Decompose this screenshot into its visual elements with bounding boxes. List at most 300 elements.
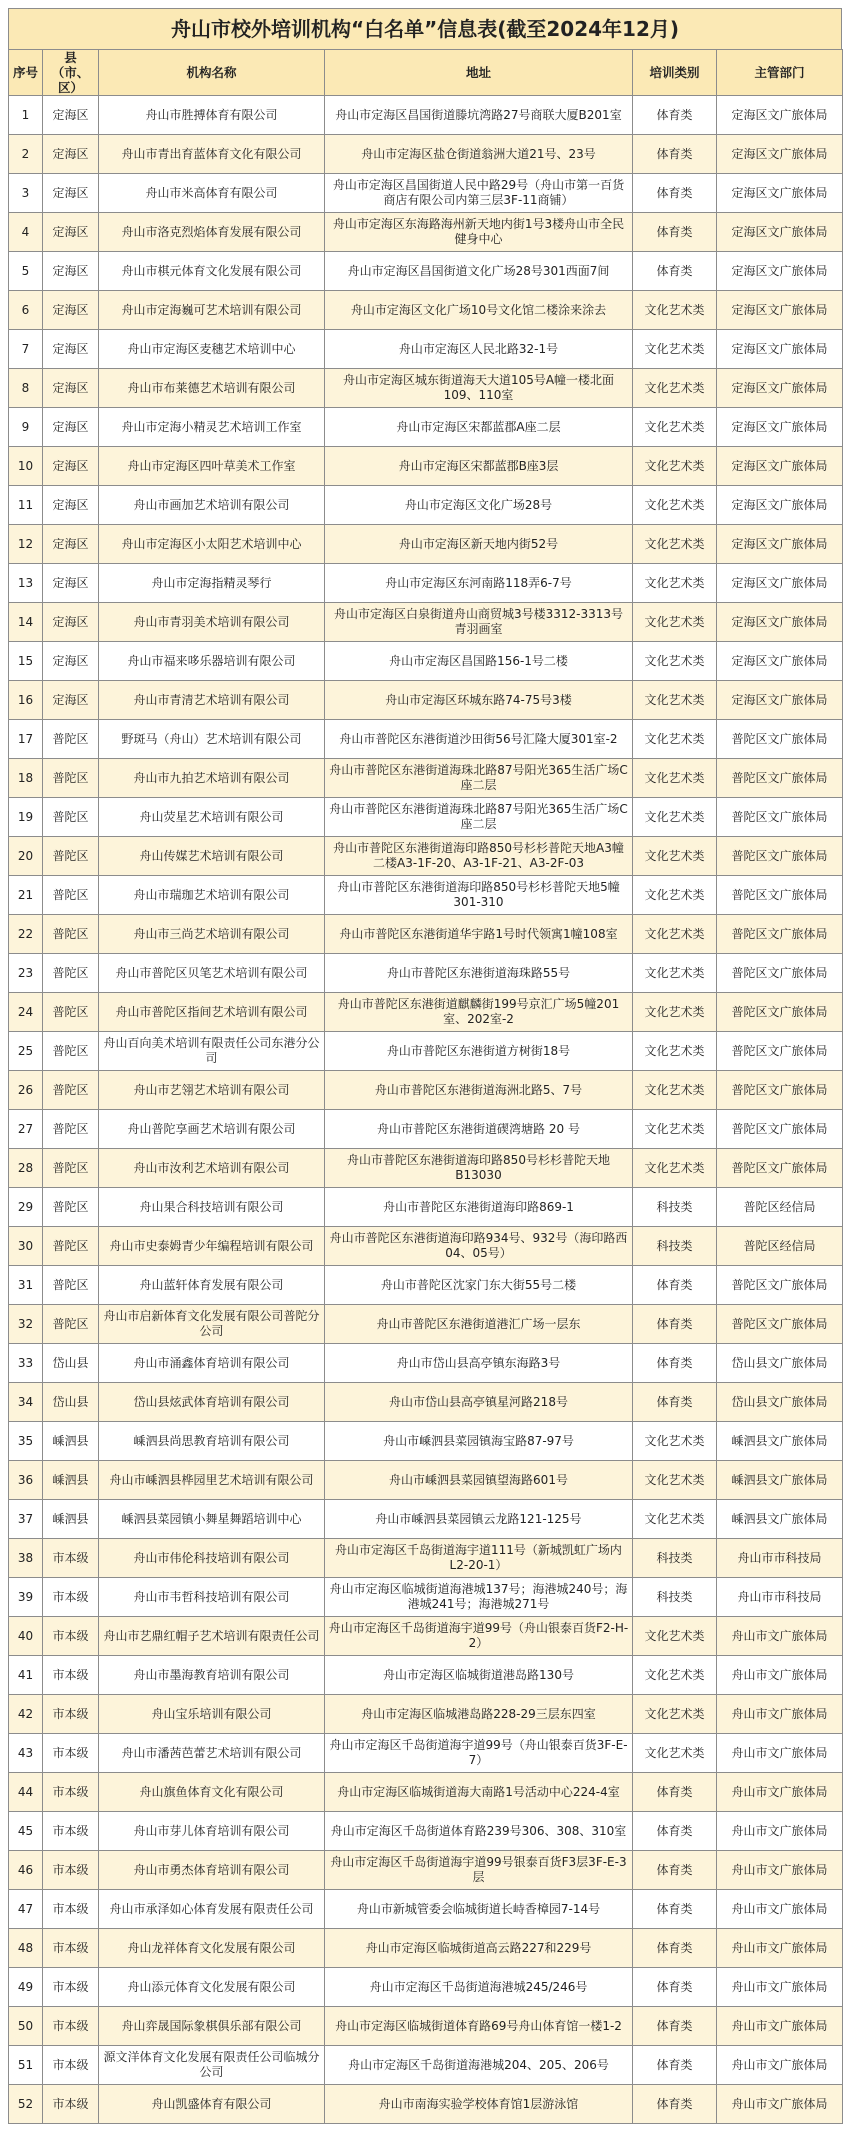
cell-org-name: 嵊泗县尚思教育培训有限公司 [99, 1422, 325, 1461]
table-row [9, 681, 843, 720]
cell-org-name: 舟山市潘茜芭蕾艺术培训有限公司 [99, 1734, 325, 1773]
cell-address: 舟山市定海区临城港岛路228-29三层东四室 [325, 1695, 633, 1734]
cell-department: 舟山市文广旅体局 [717, 1968, 843, 2007]
cell-serial: 1 [9, 96, 43, 135]
table-row [9, 486, 843, 525]
table-row [9, 759, 843, 798]
cell-county: 市本级 [43, 1734, 99, 1773]
table-row [9, 1305, 843, 1344]
cell-county: 定海区 [43, 486, 99, 525]
cell-serial: 3 [9, 174, 43, 213]
cell-category: 体育类 [633, 1773, 717, 1812]
cell-department: 普陀区文广旅体局 [717, 1305, 843, 1344]
cell-org-name: 舟山市九拍艺术培训有限公司 [99, 759, 325, 798]
cell-address: 舟山市定海区昌国路156-1号二楼 [325, 642, 633, 681]
cell-serial: 49 [9, 1968, 43, 2007]
table-row [9, 135, 843, 174]
cell-serial: 19 [9, 798, 43, 837]
cell-county: 市本级 [43, 1929, 99, 1968]
cell-county: 嵊泗县 [43, 1461, 99, 1500]
cell-serial: 10 [9, 447, 43, 486]
cell-county: 定海区 [43, 174, 99, 213]
cell-category: 文化艺术类 [633, 603, 717, 642]
cell-category: 文化艺术类 [633, 564, 717, 603]
cell-department: 定海区文广旅体局 [717, 681, 843, 720]
cell-county: 普陀区 [43, 798, 99, 837]
cell-serial: 13 [9, 564, 43, 603]
cell-serial: 27 [9, 1110, 43, 1149]
cell-county: 普陀区 [43, 1305, 99, 1344]
cell-category: 文化艺术类 [633, 1071, 717, 1110]
cell-county: 定海区 [43, 291, 99, 330]
header-row [9, 50, 843, 96]
cell-address: 舟山市定海区东河南路118弄6-7号 [325, 564, 633, 603]
cell-org-name: 舟山市洛克烈焰体育发展有限公司 [99, 213, 325, 252]
cell-category: 体育类 [633, 96, 717, 135]
cell-address: 舟山市普陀区东港街道海印路850号杉杉普陀天地A3幢二楼A3-1F-20、A3-1F-21、A3-2F-03 [325, 837, 633, 876]
cell-address: 舟山市定海区白泉街道舟山商贸城3号楼3312-3313号青羽画室 [325, 603, 633, 642]
table-row [9, 1812, 843, 1851]
cell-org-name: 舟山添元体育文化发展有限公司 [99, 1968, 325, 2007]
cell-category: 文化艺术类 [633, 993, 717, 1032]
table-row [9, 564, 843, 603]
cell-department: 嵊泗县文广旅体局 [717, 1461, 843, 1500]
cell-category: 体育类 [633, 1929, 717, 1968]
cell-address: 舟山市普陀区东港街道海珠路55号 [325, 954, 633, 993]
cell-category: 文化艺术类 [633, 1461, 717, 1500]
cell-serial: 14 [9, 603, 43, 642]
cell-address: 舟山市普陀区东港街道海印路869-1 [325, 1188, 633, 1227]
cell-county: 定海区 [43, 681, 99, 720]
table-row [9, 1227, 843, 1266]
cell-org-name: 舟山市承泽如心体育发展有限责任公司 [99, 1890, 325, 1929]
cell-serial: 24 [9, 993, 43, 1032]
cell-address: 舟山市定海区文化广场28号 [325, 486, 633, 525]
cell-department: 普陀区文广旅体局 [717, 993, 843, 1032]
cell-category: 文化艺术类 [633, 330, 717, 369]
cell-org-name: 舟山普陀享画艺术培训有限公司 [99, 1110, 325, 1149]
table-row [9, 330, 843, 369]
cell-address: 舟山市定海区盐仓街道翁洲大道21号、23号 [325, 135, 633, 174]
cell-department: 定海区文广旅体局 [717, 642, 843, 681]
cell-address: 舟山市南海实验学校体育馆1层游泳馆 [325, 2085, 633, 2124]
cell-serial: 41 [9, 1656, 43, 1695]
cell-org-name: 野斑马（舟山）艺术培训有限公司 [99, 720, 325, 759]
sheet-title: 舟山市校外培训机构“白名单”信息表(截至2024年12月) [8, 8, 842, 49]
cell-category: 文化艺术类 [633, 1032, 717, 1071]
cell-serial: 9 [9, 408, 43, 447]
cell-serial: 37 [9, 1500, 43, 1539]
cell-org-name: 舟山市青出育蓝体育文化有限公司 [99, 135, 325, 174]
table-row [9, 1383, 843, 1422]
cell-department: 定海区文广旅体局 [717, 174, 843, 213]
cell-serial: 52 [9, 2085, 43, 2124]
table-row [9, 1773, 843, 1812]
cell-address: 舟山市普陀区东港街道华宇路1号时代领寓1幢108室 [325, 915, 633, 954]
cell-org-name: 舟山市伟伦科技培训有限公司 [99, 1539, 325, 1578]
cell-address: 舟山市定海区宋都蓝郡A座二层 [325, 408, 633, 447]
cell-serial: 30 [9, 1227, 43, 1266]
cell-serial: 51 [9, 2046, 43, 2085]
cell-category: 体育类 [633, 2007, 717, 2046]
cell-serial: 32 [9, 1305, 43, 1344]
header-serial: 序号 [9, 50, 43, 96]
table-row [9, 1539, 843, 1578]
cell-address: 舟山市定海区千岛街道海宇道99号（舟山银泰百货F2-H-2） [325, 1617, 633, 1656]
table-row [9, 2085, 843, 2124]
cell-org-name: 舟山市定海巍可艺术培训有限公司 [99, 291, 325, 330]
cell-serial: 5 [9, 252, 43, 291]
table-row [9, 837, 843, 876]
table-row [9, 2046, 843, 2085]
cell-department: 定海区文广旅体局 [717, 330, 843, 369]
table-row [9, 1890, 843, 1929]
cell-org-name: 源文洋体育文化发展有限责任公司临城分公司 [99, 2046, 325, 2085]
cell-category: 文化艺术类 [633, 291, 717, 330]
cell-department: 定海区文广旅体局 [717, 135, 843, 174]
cell-address: 舟山市定海区人民北路32-1号 [325, 330, 633, 369]
cell-org-name: 舟山市定海指精灵琴行 [99, 564, 325, 603]
cell-serial: 44 [9, 1773, 43, 1812]
cell-county: 普陀区 [43, 1149, 99, 1188]
table-row [9, 954, 843, 993]
cell-address: 舟山市普陀区东港街道海洲北路5、7号 [325, 1071, 633, 1110]
cell-department: 舟山市文广旅体局 [717, 1656, 843, 1695]
header-county: 县（市、区） [43, 50, 99, 96]
cell-org-name: 舟山市涌鑫体育培训有限公司 [99, 1344, 325, 1383]
table-row [9, 915, 843, 954]
cell-org-name: 舟山市定海区四叶草美术工作室 [99, 447, 325, 486]
cell-county: 普陀区 [43, 954, 99, 993]
cell-address: 舟山市定海区昌国街道滕坑湾路27号商联大厦B201室 [325, 96, 633, 135]
cell-county: 普陀区 [43, 1110, 99, 1149]
cell-department: 岱山县文广旅体局 [717, 1344, 843, 1383]
cell-county: 普陀区 [43, 837, 99, 876]
cell-county: 市本级 [43, 1890, 99, 1929]
cell-address: 舟山市普陀区东港街道海印路850号杉杉普陀天地B13030 [325, 1149, 633, 1188]
cell-category: 体育类 [633, 1890, 717, 1929]
cell-serial: 8 [9, 369, 43, 408]
cell-address: 舟山市定海区临城街道海大南路1号活动中心224-4室 [325, 1773, 633, 1812]
cell-address: 舟山市定海区千岛街道海港城245/246号 [325, 1968, 633, 2007]
cell-county: 定海区 [43, 330, 99, 369]
cell-department: 舟山市文广旅体局 [717, 1617, 843, 1656]
cell-org-name: 舟山市启新体育文化发展有限公司普陀分公司 [99, 1305, 325, 1344]
cell-serial: 28 [9, 1149, 43, 1188]
cell-address: 舟山市定海区环城东路74-75号3楼 [325, 681, 633, 720]
cell-serial: 11 [9, 486, 43, 525]
cell-serial: 43 [9, 1734, 43, 1773]
cell-serial: 2 [9, 135, 43, 174]
cell-county: 普陀区 [43, 1071, 99, 1110]
cell-department: 定海区文广旅体局 [717, 252, 843, 291]
table-row [9, 993, 843, 1032]
cell-org-name: 舟山市普陀区指间艺术培训有限公司 [99, 993, 325, 1032]
cell-address: 舟山市定海区临城街道海港城137号；海港城240号；海港城241号；海港城271号 [325, 1578, 633, 1617]
cell-county: 市本级 [43, 1812, 99, 1851]
table-row [9, 369, 843, 408]
cell-org-name: 舟山凯盛体育有限公司 [99, 2085, 325, 2124]
cell-category: 体育类 [633, 174, 717, 213]
cell-category: 文化艺术类 [633, 1656, 717, 1695]
cell-county: 定海区 [43, 369, 99, 408]
cell-county: 普陀区 [43, 876, 99, 915]
cell-org-name: 舟山市胜搏体育有限公司 [99, 96, 325, 135]
whitelist-table [8, 49, 843, 2124]
cell-county: 岱山县 [43, 1383, 99, 1422]
cell-serial: 21 [9, 876, 43, 915]
cell-county: 定海区 [43, 408, 99, 447]
cell-county: 定海区 [43, 135, 99, 174]
cell-category: 文化艺术类 [633, 915, 717, 954]
cell-county: 定海区 [43, 603, 99, 642]
info-sheet [8, 8, 842, 2124]
cell-county: 定海区 [43, 213, 99, 252]
table-row [9, 1578, 843, 1617]
cell-department: 舟山市文广旅体局 [717, 1695, 843, 1734]
cell-county: 嵊泗县 [43, 1500, 99, 1539]
cell-county: 市本级 [43, 1578, 99, 1617]
cell-serial: 7 [9, 330, 43, 369]
cell-address: 舟山市定海区昌国街道文化广场28号301西面7间 [325, 252, 633, 291]
header-org-name: 机构名称 [99, 50, 325, 96]
cell-serial: 47 [9, 1890, 43, 1929]
table-row [9, 1032, 843, 1071]
cell-serial: 6 [9, 291, 43, 330]
cell-county: 普陀区 [43, 1227, 99, 1266]
cell-org-name: 舟山市汝利艺术培训有限公司 [99, 1149, 325, 1188]
cell-county: 普陀区 [43, 1266, 99, 1305]
table-row [9, 213, 843, 252]
cell-org-name: 岱山县炫武体育培训有限公司 [99, 1383, 325, 1422]
cell-address: 舟山市定海区千岛街道海宇道99号银泰百货F3层3F-E-3层 [325, 1851, 633, 1890]
cell-category: 文化艺术类 [633, 1695, 717, 1734]
cell-org-name: 舟山市三尚艺术培训有限公司 [99, 915, 325, 954]
table-row [9, 1188, 843, 1227]
cell-serial: 26 [9, 1071, 43, 1110]
cell-county: 定海区 [43, 525, 99, 564]
cell-serial: 23 [9, 954, 43, 993]
cell-county: 普陀区 [43, 1188, 99, 1227]
cell-serial: 20 [9, 837, 43, 876]
cell-category: 文化艺术类 [633, 1500, 717, 1539]
cell-address: 舟山市普陀区东港街道碶湾塘路 20 号 [325, 1110, 633, 1149]
cell-department: 定海区文广旅体局 [717, 96, 843, 135]
cell-address: 舟山市定海区东海路海州新天地内街1号3楼舟山市全民健身中心 [325, 213, 633, 252]
table-row [9, 1344, 843, 1383]
table-row [9, 1968, 843, 2007]
cell-serial: 46 [9, 1851, 43, 1890]
cell-org-name: 舟山市青羽美术培训有限公司 [99, 603, 325, 642]
cell-org-name: 舟山市布莱德艺术培训有限公司 [99, 369, 325, 408]
cell-org-name: 舟山蓝轩体育发展有限公司 [99, 1266, 325, 1305]
cell-category: 文化艺术类 [633, 642, 717, 681]
cell-category: 文化艺术类 [633, 720, 717, 759]
cell-serial: 16 [9, 681, 43, 720]
cell-category: 科技类 [633, 1227, 717, 1266]
table-row [9, 447, 843, 486]
table-row [9, 1851, 843, 1890]
cell-category: 科技类 [633, 1188, 717, 1227]
cell-county: 市本级 [43, 1617, 99, 1656]
cell-department: 普陀区文广旅体局 [717, 798, 843, 837]
cell-county: 普陀区 [43, 720, 99, 759]
cell-address: 舟山市新城管委会临城街道长峙香樟园7-14号 [325, 1890, 633, 1929]
cell-county: 市本级 [43, 2046, 99, 2085]
cell-address: 舟山市定海区新天地内街52号 [325, 525, 633, 564]
cell-address: 舟山市定海区临城街道体育路69号舟山体育馆一楼1-2 [325, 2007, 633, 2046]
cell-serial: 12 [9, 525, 43, 564]
cell-department: 普陀区文广旅体局 [717, 720, 843, 759]
cell-serial: 22 [9, 915, 43, 954]
cell-serial: 48 [9, 1929, 43, 1968]
cell-department: 普陀区文广旅体局 [717, 954, 843, 993]
cell-org-name: 舟山市米高体育有限公司 [99, 174, 325, 213]
cell-department: 定海区文广旅体局 [717, 564, 843, 603]
cell-org-name: 舟山市画加艺术培训有限公司 [99, 486, 325, 525]
cell-serial: 15 [9, 642, 43, 681]
cell-address: 舟山市定海区城东街道海天大道105号A幢一楼北面109、110室 [325, 369, 633, 408]
cell-department: 舟山市文广旅体局 [717, 2007, 843, 2046]
cell-county: 定海区 [43, 96, 99, 135]
cell-county: 定海区 [43, 564, 99, 603]
cell-org-name: 舟山宝乐培训有限公司 [99, 1695, 325, 1734]
cell-org-name: 舟山市嵊泗县桦园里艺术培训有限公司 [99, 1461, 325, 1500]
cell-address: 舟山市普陀区东港街道沙田街56号汇隆大厦301室-2 [325, 720, 633, 759]
cell-org-name: 嵊泗县菜园镇小舞星舞蹈培训中心 [99, 1500, 325, 1539]
table-row [9, 1656, 843, 1695]
cell-org-name: 舟山传媒艺术培训有限公司 [99, 837, 325, 876]
table-body [9, 96, 843, 2124]
cell-serial: 39 [9, 1578, 43, 1617]
cell-department: 舟山市文广旅体局 [717, 1929, 843, 1968]
cell-address: 舟山市普陀区东港街道海珠北路87号阳光365生活广场C座二层 [325, 759, 633, 798]
table-row [9, 642, 843, 681]
cell-department: 舟山市市科技局 [717, 1578, 843, 1617]
cell-serial: 4 [9, 213, 43, 252]
cell-address: 舟山市定海区临城街道港岛路130号 [325, 1656, 633, 1695]
cell-department: 舟山市文广旅体局 [717, 1851, 843, 1890]
cell-address: 舟山市嵊泗县菜园镇望海路601号 [325, 1461, 633, 1500]
cell-serial: 50 [9, 2007, 43, 2046]
cell-county: 市本级 [43, 1851, 99, 1890]
cell-org-name: 舟山市芽儿体育培训有限公司 [99, 1812, 325, 1851]
cell-category: 体育类 [633, 1812, 717, 1851]
cell-county: 定海区 [43, 252, 99, 291]
table-row [9, 252, 843, 291]
table-row [9, 174, 843, 213]
cell-category: 文化艺术类 [633, 1422, 717, 1461]
cell-org-name: 舟山果合科技培训有限公司 [99, 1188, 325, 1227]
cell-category: 文化艺术类 [633, 876, 717, 915]
cell-category: 文化艺术类 [633, 525, 717, 564]
cell-serial: 29 [9, 1188, 43, 1227]
cell-org-name: 舟山市艺鼎红帽子艺术培训有限责任公司 [99, 1617, 325, 1656]
cell-org-name: 舟山市史泰姆青少年编程培训有限公司 [99, 1227, 325, 1266]
cell-org-name: 舟山荧星艺术培训有限公司 [99, 798, 325, 837]
cell-category: 文化艺术类 [633, 681, 717, 720]
cell-address: 舟山市岱山县高亭镇东海路3号 [325, 1344, 633, 1383]
cell-category: 体育类 [633, 1851, 717, 1890]
cell-org-name: 舟山市棋元体育文化发展有限公司 [99, 252, 325, 291]
table-row [9, 1071, 843, 1110]
table-row [9, 876, 843, 915]
cell-org-name: 舟山弈晟国际象棋俱乐部有限公司 [99, 2007, 325, 2046]
cell-org-name: 舟山市墨海教育培训有限公司 [99, 1656, 325, 1695]
header-category: 培训类别 [633, 50, 717, 96]
cell-county: 市本级 [43, 2007, 99, 2046]
cell-category: 文化艺术类 [633, 798, 717, 837]
cell-serial: 34 [9, 1383, 43, 1422]
cell-address: 舟山市嵊泗县菜园镇海宝路87-97号 [325, 1422, 633, 1461]
cell-category: 文化艺术类 [633, 369, 717, 408]
cell-category: 文化艺术类 [633, 1617, 717, 1656]
cell-address: 舟山市定海区千岛街道海宇道111号（新城凯虹广场内L2-20-1） [325, 1539, 633, 1578]
cell-department: 普陀区经信局 [717, 1188, 843, 1227]
cell-serial: 33 [9, 1344, 43, 1383]
cell-department: 定海区文广旅体局 [717, 408, 843, 447]
cell-department: 定海区文广旅体局 [717, 213, 843, 252]
header-address: 地址 [325, 50, 633, 96]
cell-department: 普陀区文广旅体局 [717, 1110, 843, 1149]
cell-org-name: 舟山市勇杰体育培训有限公司 [99, 1851, 325, 1890]
cell-org-name: 舟山市艺翎艺术培训有限公司 [99, 1071, 325, 1110]
cell-category: 体育类 [633, 1305, 717, 1344]
cell-serial: 38 [9, 1539, 43, 1578]
cell-org-name: 舟山百向美术培训有限责任公司东港分公司 [99, 1032, 325, 1071]
cell-department: 普陀区文广旅体局 [717, 915, 843, 954]
cell-category: 文化艺术类 [633, 837, 717, 876]
header-department: 主管部门 [717, 50, 843, 96]
cell-serial: 42 [9, 1695, 43, 1734]
cell-department: 舟山市文广旅体局 [717, 1812, 843, 1851]
cell-address: 舟山市定海区临城街道高云路227和229号 [325, 1929, 633, 1968]
table-row [9, 1734, 843, 1773]
cell-department: 定海区文广旅体局 [717, 486, 843, 525]
cell-category: 文化艺术类 [633, 486, 717, 525]
table-row [9, 96, 843, 135]
cell-department: 普陀区文广旅体局 [717, 1032, 843, 1071]
cell-department: 普陀区文广旅体局 [717, 876, 843, 915]
cell-department: 嵊泗县文广旅体局 [717, 1422, 843, 1461]
table-row [9, 798, 843, 837]
cell-org-name: 舟山市福来哆乐器培训有限公司 [99, 642, 325, 681]
cell-address: 舟山市定海区昌国街道人民中路29号（舟山市第一百货商店有限公司内第三层3F-11商铺） [325, 174, 633, 213]
cell-category: 文化艺术类 [633, 447, 717, 486]
cell-department: 舟山市文广旅体局 [717, 1734, 843, 1773]
cell-category: 体育类 [633, 252, 717, 291]
cell-serial: 35 [9, 1422, 43, 1461]
cell-serial: 45 [9, 1812, 43, 1851]
cell-department: 舟山市市科技局 [717, 1539, 843, 1578]
cell-category: 体育类 [633, 1383, 717, 1422]
cell-org-name: 舟山市定海区小太阳艺术培训中心 [99, 525, 325, 564]
cell-county: 岱山县 [43, 1344, 99, 1383]
cell-address: 舟山市定海区千岛街道海宇道99号（舟山银泰百货3F-E-7） [325, 1734, 633, 1773]
cell-category: 文化艺术类 [633, 1110, 717, 1149]
cell-county: 普陀区 [43, 759, 99, 798]
cell-address: 舟山市普陀区东港街道方树街18号 [325, 1032, 633, 1071]
cell-department: 普陀区文广旅体局 [717, 837, 843, 876]
cell-category: 体育类 [633, 1266, 717, 1305]
cell-department: 定海区文广旅体局 [717, 369, 843, 408]
cell-category: 体育类 [633, 1344, 717, 1383]
cell-category: 体育类 [633, 2085, 717, 2124]
cell-org-name: 舟山龙祥体育文化发展有限公司 [99, 1929, 325, 1968]
cell-department: 定海区文广旅体局 [717, 291, 843, 330]
cell-department: 普陀区文广旅体局 [717, 1266, 843, 1305]
cell-county: 市本级 [43, 1656, 99, 1695]
